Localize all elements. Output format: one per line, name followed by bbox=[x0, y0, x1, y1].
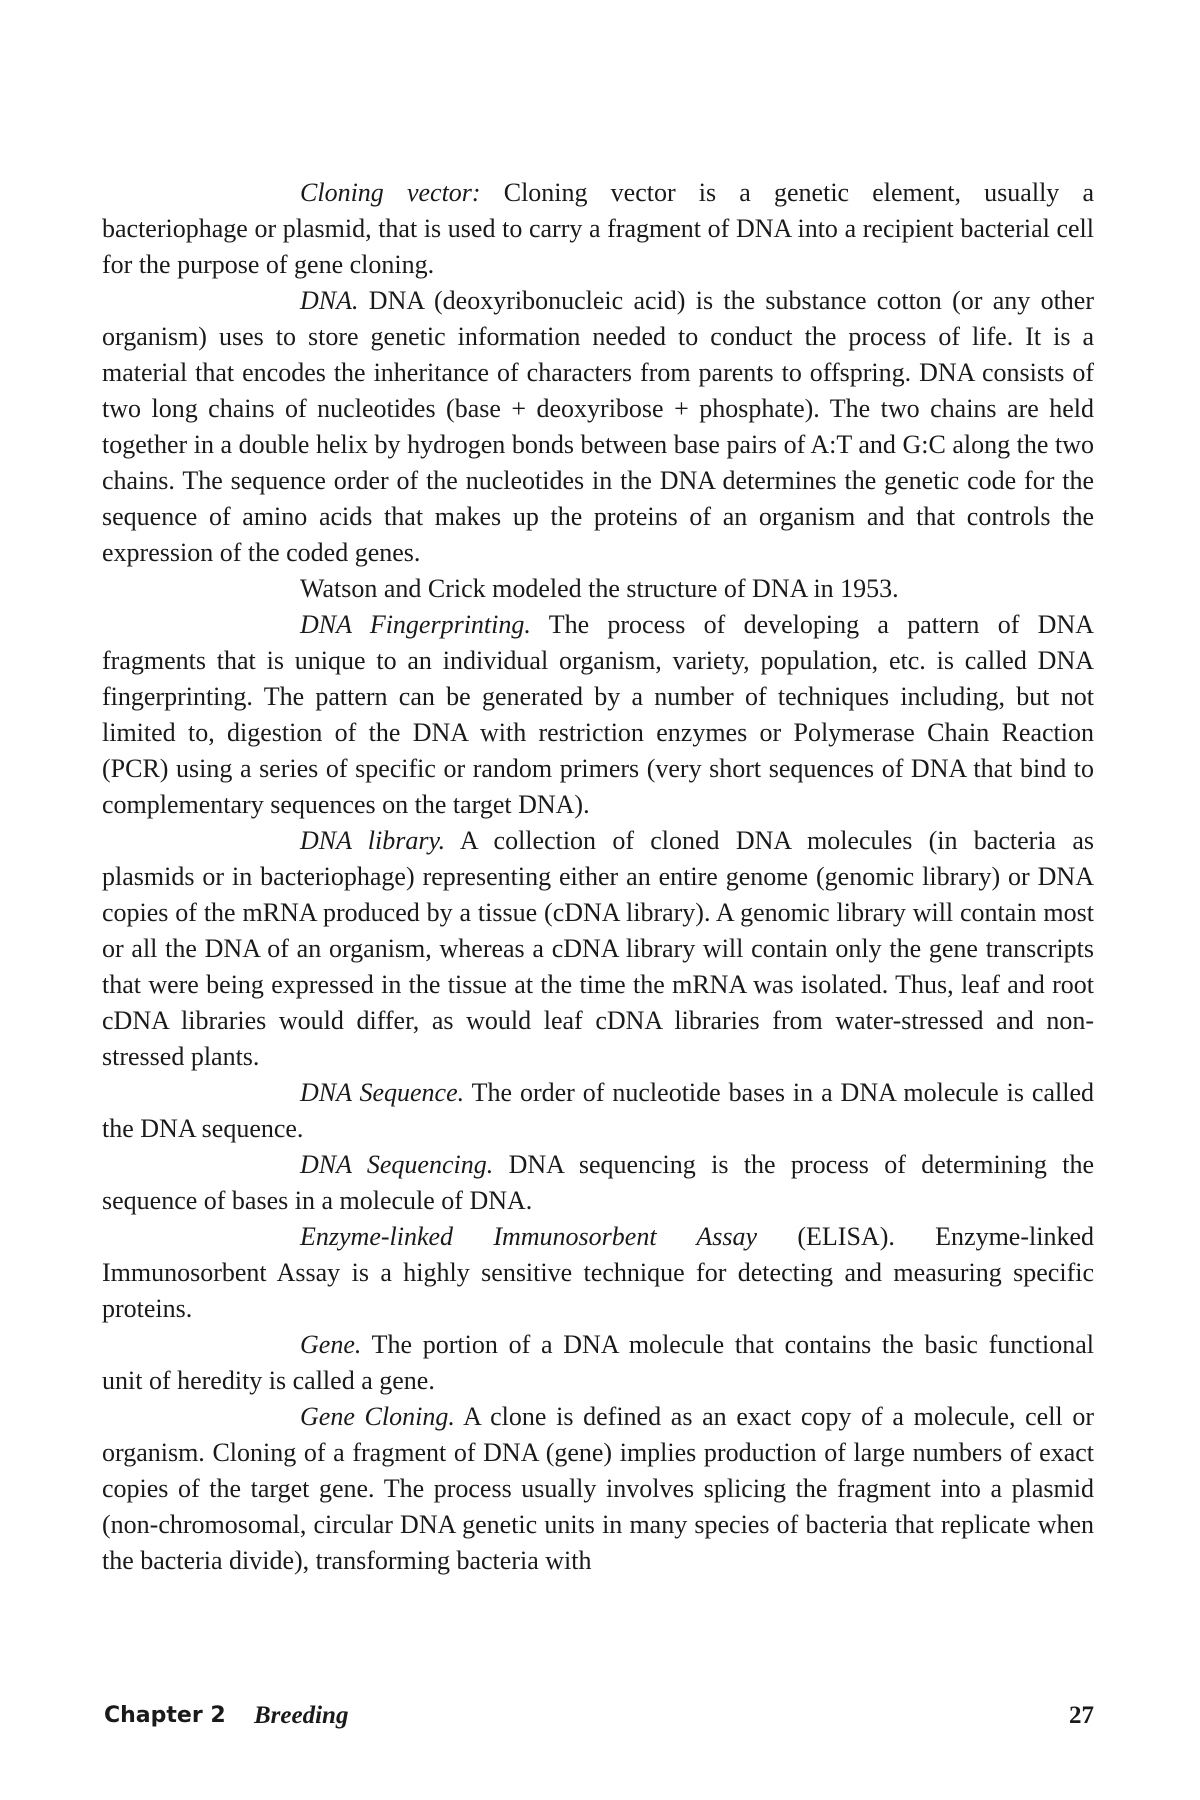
definition-dna bbox=[102, 283, 1094, 571]
term: DNA library. bbox=[300, 826, 446, 855]
definition-cloning-vector bbox=[102, 175, 1094, 283]
definition-gene-cloning bbox=[102, 1399, 1094, 1579]
definition-dna-sequence bbox=[102, 1075, 1094, 1147]
definition-text: (ELISA). Enzyme-linked Immunosorbent Assay is a highly sensitive technique for detecting and measuring specific proteins. bbox=[102, 1222, 1094, 1323]
term: Cloning vector: bbox=[300, 178, 481, 207]
chapter-name: Breeding bbox=[254, 1702, 349, 1729]
term: DNA. bbox=[300, 286, 359, 315]
definition-dna-sequencing bbox=[102, 1147, 1094, 1219]
definition-text: The process of developing a pattern of DNA fragments that is unique to an individual organism, variety, population, etc. is called DNA fingerprinting. The pattern can be generated by a number of techniques including, but not limited to, digestion of the DNA with restriction enzymes or Polymerase Chain Reaction (PCR) using a series of specific or random primers (very short sequences of DNA that bind to complementary sequences on the target DNA). bbox=[102, 610, 1094, 819]
definition-text: The portion of a DNA molecule that contains the basic functional unit of heredity is called a gene. bbox=[102, 1330, 1094, 1395]
definition-dna-library bbox=[102, 823, 1094, 1075]
page-number: 27 bbox=[1069, 1702, 1094, 1729]
definition-elisa bbox=[102, 1219, 1094, 1327]
watson-crick-note bbox=[102, 571, 1094, 607]
term: DNA Fingerprinting. bbox=[300, 610, 531, 639]
definition-gene bbox=[102, 1327, 1094, 1399]
definition-text: Cloning vector is a genetic element, usually a bacteriophage or plasmid, that is used to carry a fragment of DNA into a recipient bacterial cell for the purpose of gene cloning. bbox=[102, 178, 1094, 279]
term: DNA Sequence. bbox=[300, 1078, 465, 1107]
term: Gene Cloning. bbox=[300, 1402, 455, 1431]
term: DNA Sequencing. bbox=[300, 1150, 494, 1179]
definition-text: A collection of cloned DNA molecules (in bacteria as plasmids or in bacteriophage) representing either an entire genome (genomic library) or DNA copies of the mRNA produced by a tissue (cDNA library). A genomic library will contain most or all the DNA of an organism, whereas a cDNA library will contain only the gene transcripts that were being expressed in the tissue at the time the mRNA was isolated. Thus, leaf and root cDNA libraries would differ, as would leaf cDNA libraries from water-stressed and non-stressed plants. bbox=[102, 826, 1094, 1071]
page-footer bbox=[104, 1700, 1094, 1732]
definition-dna-fingerprinting bbox=[102, 607, 1094, 823]
chapter-label: Chapter 2 bbox=[104, 1703, 226, 1728]
paragraph-text: Watson and Crick modeled the structure of DNA in 1953. bbox=[300, 574, 899, 603]
term: Enzyme-linked Immunosorbent Assay bbox=[300, 1222, 758, 1251]
definition-text: DNA sequencing is the process of determining the sequence of bases in a molecule of DNA. bbox=[102, 1150, 1095, 1215]
definition-text: A clone is defined as an exact copy of a molecule, cell or organism. Cloning of a fragment of DNA (gene) implies production of large numbers of exact copies of the target gene. The process usually involves splicing the fragment into a plasmid (non-chromosomal, circular DNA genetic units in many species of bacteria that replicate when the bacteria divide), transforming bacteria with bbox=[102, 1402, 1094, 1575]
definition-text: The order of nucleotide bases in a DNA molecule is called the DNA sequence. bbox=[102, 1078, 1094, 1143]
term: Gene. bbox=[300, 1330, 362, 1359]
page-body bbox=[102, 175, 1094, 1579]
definition-text: DNA (deoxyribonucleic acid) is the substance cotton (or any other organism) uses to store genetic information needed to conduct the process of life. It is a material that encodes the inheritance of characters from parents to offspring. DNA consists of two long chains of nucleotides (base + deoxyribose + phosphate). The two chains are held together in a double helix by hydrogen bonds between base pairs of A:T and G:C along the two chains. The sequence order of the nucleotides in the DNA determines the genetic code for the sequence of amino acids that makes up the proteins of an organism and that controls the expression of the coded genes. bbox=[102, 286, 1094, 567]
